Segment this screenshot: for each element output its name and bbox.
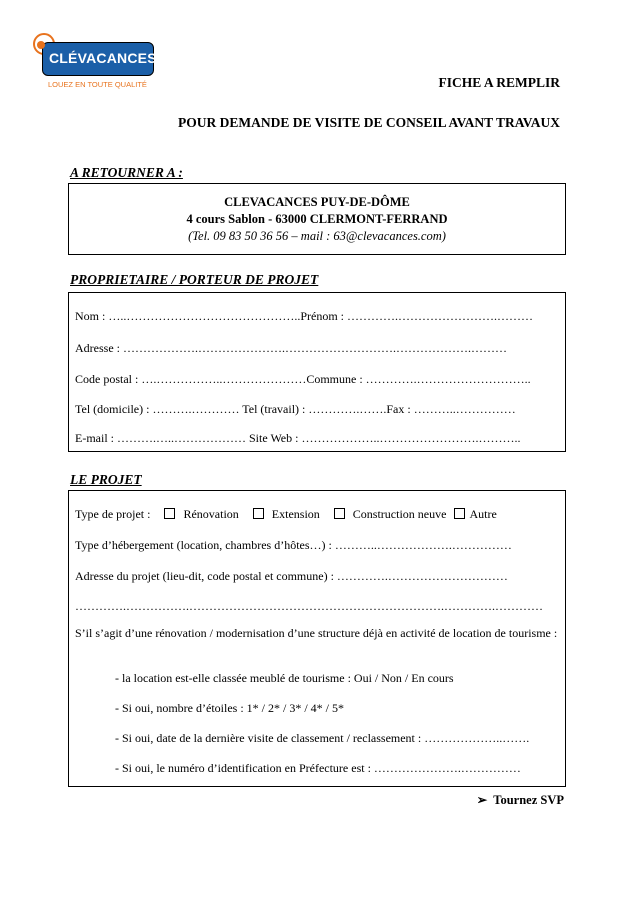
logo-dot-icon <box>37 41 45 49</box>
type-renovation: Rénovation <box>183 507 239 521</box>
hebergement-field[interactable]: Type d’hébergement (location, chambres d’hôtes…) : ………..……………….…………… <box>75 538 512 552</box>
project-type-row <box>75 507 497 522</box>
checkbox-autre[interactable] <box>454 508 465 519</box>
arrow-right-icon: ➢ <box>476 793 488 807</box>
prefecture-id-field[interactable]: - Si oui, le numéro d’identification en Préfecture est : ………………….…………… <box>115 761 521 775</box>
owner-email-field[interactable]: E-mail : ……….…..……………… Site Web : ………………..…………………….……….. <box>75 431 521 445</box>
classement-question[interactable]: - la location est-elle classée meublé de tourisme : Oui / Non / En cours <box>115 671 454 685</box>
type-autre: Autre <box>469 507 497 521</box>
renovation-question: S’il s’agit d’une rénovation / modernisation d’une structure déjà en activité de location de tourisme : <box>75 626 558 640</box>
owner-box <box>68 292 566 452</box>
checkbox-renovation[interactable] <box>164 508 175 519</box>
turn-page-note <box>0 792 564 808</box>
logo-brand: CLÉVACANCES <box>49 50 157 66</box>
type-extension: Extension <box>271 507 320 521</box>
logo-tagline: LOUEZ EN TOUTE QUALITÉ <box>48 80 147 89</box>
project-box <box>68 490 566 787</box>
return-heading: A RETOURNER A : <box>70 165 183 180</box>
owner-adresse-field[interactable]: Adresse : ……………….………………….……………………….……………….……… <box>75 341 507 355</box>
owner-code-field[interactable]: Code postal : ….……………..…………………Commune : ………….……………………….. <box>75 372 531 386</box>
owner-heading: PROPRIETAIRE / PORTEUR DE PROJET <box>70 272 319 287</box>
owner-tel-field[interactable]: Tel (domicile) : ……….………… Tel (travail) : ………….…….Fax : ………..…………… <box>75 402 516 416</box>
return-address: 4 cours Sablon - 63000 CLERMONT-FERRAND <box>186 212 448 226</box>
visite-date-field[interactable]: - Si oui, date de la dernière visite de classement / reclassement : ………………..……. <box>115 731 530 745</box>
form-title: FICHE A REMPLIR <box>438 75 560 90</box>
project-address-field[interactable]: Adresse du projet (lieu-dit, code postal et commune) : ………….………………………… <box>75 569 508 583</box>
owner-nom-field[interactable]: Nom : …..……………………………………..Prénom : ………….…………………….……… <box>75 309 533 323</box>
return-org: CLEVACANCES PUY-DE-DÔME <box>224 195 410 209</box>
project-heading: LE PROJET <box>70 472 142 487</box>
return-address-box <box>68 183 566 255</box>
turn-page-text: Tournez SVP <box>493 793 564 807</box>
project-address-line2[interactable]: ………….…………….……………………………………………………….………….………… <box>75 599 543 613</box>
type-construction: Construction neuve <box>352 507 447 521</box>
etoiles-question[interactable]: - Si oui, nombre d’étoiles : 1* / 2* / 3* / 4* / 5* <box>115 701 344 715</box>
checkbox-extension[interactable] <box>253 508 264 519</box>
return-contact: (Tel. 09 83 50 36 56 – mail : 63@clevacances.com) <box>188 229 446 243</box>
project-type-label: Type de projet : <box>75 507 151 521</box>
form-subtitle: POUR DEMANDE DE VISITE DE CONSEIL AVANT TRAVAUX <box>178 115 560 130</box>
checkbox-construction[interactable] <box>334 508 345 519</box>
